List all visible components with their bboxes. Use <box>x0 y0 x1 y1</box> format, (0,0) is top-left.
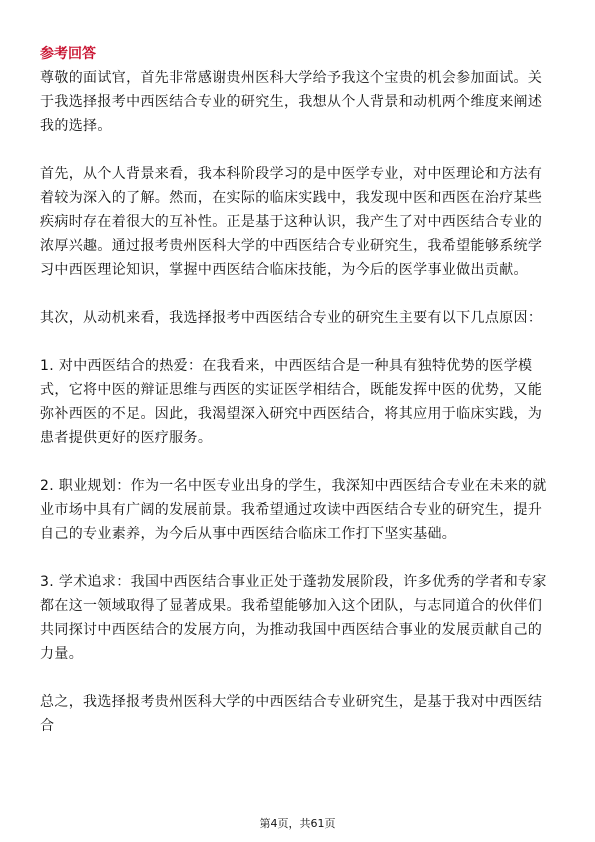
paragraph-reason-1: 1. 对中西医结合的热爱：在我看来，中西医结合是一种具有独特优势的医学模式，它将中医的辩证思维与西医的实证医学相结合，既能发挥中医的优势，又能弥补西医的不足。因此，我渴望深入研究中西医结合，将其应用于临床实践，为患者提供更好的医疗服务。 <box>40 358 543 446</box>
paragraph-reason-3: 3. 学术追求：我国中西医结合事业正处于蓬勃发展阶段，许多优秀的学者和专家都在这一领域取得了显著成果。我希望能够加入这个团队，与志同道合的伙伴们共同探讨中西医结合的发展方向，为推动我国中西医结合事业的发展贡献自己的力量。 <box>40 574 547 662</box>
paragraph-motivation: 其次，从动机来看，我选择报考中西医结合专业的研究生主要有以下几点原因： <box>40 310 543 326</box>
page-number: 第4页，共61页 <box>259 817 336 830</box>
paragraph-intro: 尊敬的面试官，首先非常感谢贵州医科大学给予我这个宝贵的机会参加面试。关于我选择报考中西医结合专业的研究生，我想从个人背景和动机两个维度来阐述我的选择。 <box>40 70 543 134</box>
paragraph-background: 首先，从个人背景来看，我本科阶段学习的是中医学专业，对中医理论和方法有着较为深入的了解。然而，在实际的临床实践中，我发现中医和西医在治疗某些疾病时存在着很大的互补性。正是基于这种认识，我产生了对中西医结合专业的浓厚兴趣。通过报考贵州医科大学的中西医结合专业研究生，我希望能够系统学习中西医理论知识，掌握中西医结合临床技能，为今后的医学事业做出贡献。 <box>40 166 543 278</box>
answer-heading: 参考回答 <box>40 46 96 62</box>
paragraph-reason-2: 2. 职业规划：作为一名中医专业出身的学生，我深知中西医结合专业在未来的就业市场中具有广阔的发展前景。我希望通过攻读中西医结合专业的研究生，提升自己的专业素养，为今后从事中西医结合临床工作打下坚实基础。 <box>40 478 547 542</box>
paragraph-conclusion: 总之，我选择报考贵州医科大学的中西医结合专业研究生，是基于我对中西医结合 <box>40 694 543 734</box>
